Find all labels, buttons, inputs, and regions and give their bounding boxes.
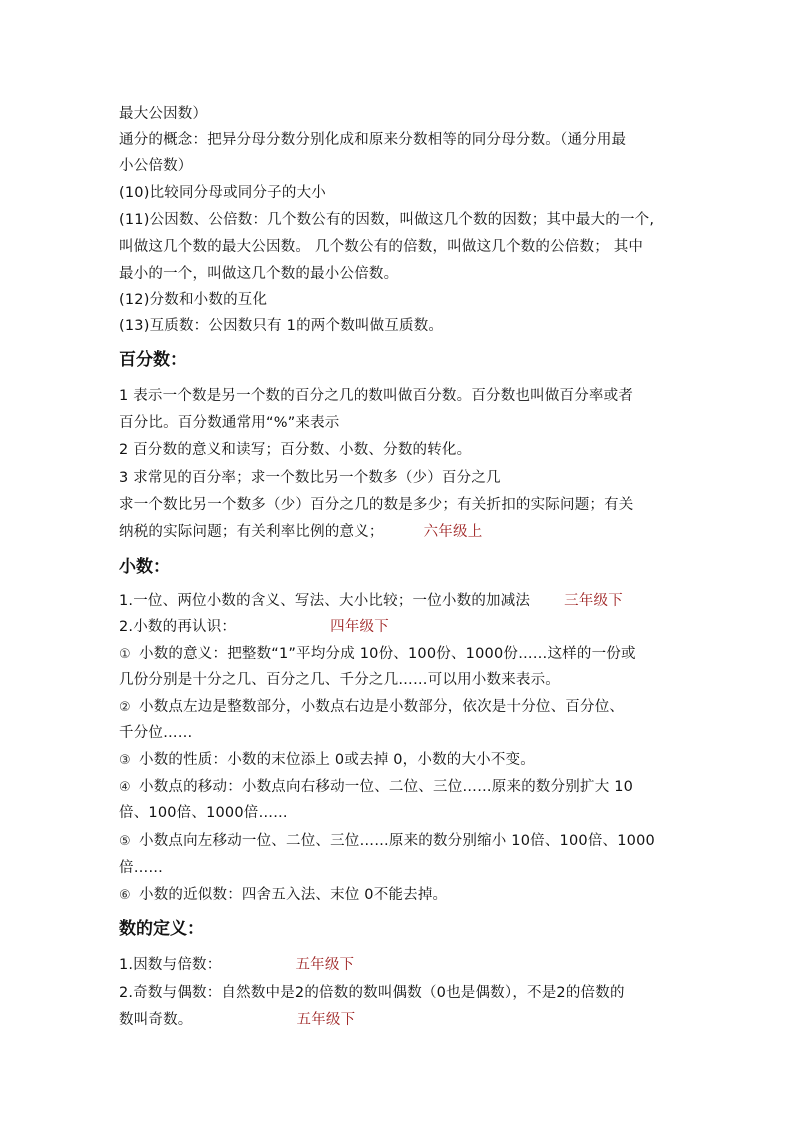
decimal-point [119,774,633,801]
grade-label: 六年级上 [423,524,483,540]
line-text: 小数的意义：把整数“1”平均分成 10份、100份、1000份……这样的一份或 [139,646,636,662]
line-text: 倍、100倍、1000倍…… [119,805,288,821]
text-line: 小公倍数） [119,158,193,174]
text-line [119,519,482,545]
line-text: 2.小数的再认识： [119,619,237,635]
line-text: 千分位…… [119,725,193,741]
text-line: 1 表示一个数是另一个数的百分之几的数叫做百分数。百分数也叫做百分率或者 [119,388,634,404]
decimal-point [119,882,447,909]
text-line: (10)比较同分母或同分子的大小 [119,185,326,201]
circled-number: ① [119,647,131,662]
decimal-point [119,800,288,826]
line-text: 小数点向左移动一位、二位、三位……原来的数分别缩小 10倍、100倍、1000 [139,833,655,849]
decimal-point [119,694,624,721]
grade-label: 三年级下 [564,593,623,609]
text-line: 叫做这几个数的最大公因数。 几个数公有的倍数，叫做这几个数的公倍数； 其中 [119,239,644,255]
circled-number: ⑥ [119,888,131,903]
line-text: 1.因数与倍数： [119,957,222,973]
text-line: 2 百分数的意义和读写；百分数、小数、分数的转化。 [119,442,472,458]
text-line [119,1007,355,1033]
circled-number: ③ [119,753,131,768]
grade-label: 五年级下 [295,957,355,973]
decimal-point [119,720,193,746]
section-heading-decimal: 小数： [119,557,170,577]
decimal-point [119,828,655,855]
decimal-point [119,747,535,774]
text-line [119,588,623,614]
circled-number: ② [119,700,131,715]
line-text: 纳税的实际问题；有关利率比例的意义； [119,524,384,540]
line-text: 倍…… [119,860,164,876]
text-line [119,952,354,978]
text-line: (12)分数和小数的互化 [119,292,268,308]
text-line: (11)公因数、公倍数：几个数公有的因数，叫做这几个数的因数；其中最大的一个, [119,212,655,228]
text-line: 百分比。百分数通常用“%”来表示 [119,415,340,431]
text-line: 求一个数比另一个数多（少）百分之几的数是多少；有关折扣的实际问题；有关 [119,497,634,513]
line-text: 小数点左边是整数部分，小数点右边是小数部分，依次是十分位、百分位、 [139,699,625,715]
line-text: 数叫奇数。 [119,1012,193,1028]
line-text: 1.一位、两位小数的含义、写法、大小比较；一位小数的加减法 [119,593,531,609]
line-text: 小数点的移动：小数点向右移动一位、二位、三位……原来的数分别扩大 10 [139,779,634,795]
text-line: 最大公因数） [119,106,208,122]
line-text: 小数的性质：小数的末位添上 0或去掉 0，小数的大小不变。 [139,752,535,768]
text-line [119,614,389,640]
line-text: 几份分别是十分之几、百分之几、千分之几……可以用小数来表示。 [119,672,560,688]
circled-number: ⑤ [119,834,131,849]
text-line: 通分的概念：把异分母分数分别化成和原来分数相等的同分母分数。（通分用最 [119,132,627,148]
line-text: 小数的近似数：四舍五入法、末位 0不能去掉。 [139,887,448,903]
decimal-point [119,855,163,881]
decimal-point [119,641,636,668]
circled-number: ④ [119,780,131,795]
text-line: 2.奇数与偶数：自然数中是2的倍数的数叫偶数（0也是偶数），不是2的倍数的 [119,985,625,1001]
text-line: 最小的一个，叫做这几个数的最小公倍数。 [119,266,399,282]
grade-label: 五年级下 [296,1012,356,1028]
text-line: (13)互质数：公因数只有 1的两个数叫做互质数。 [119,318,444,334]
section-heading-definition: 数的定义： [119,919,204,939]
section-heading-percent: 百分数： [119,350,187,370]
text-line: 3 求常见的百分率；求一个数比另一个数多（少）百分之几 [119,470,501,486]
decimal-point [119,667,560,693]
grade-label: 四年级下 [330,619,389,635]
